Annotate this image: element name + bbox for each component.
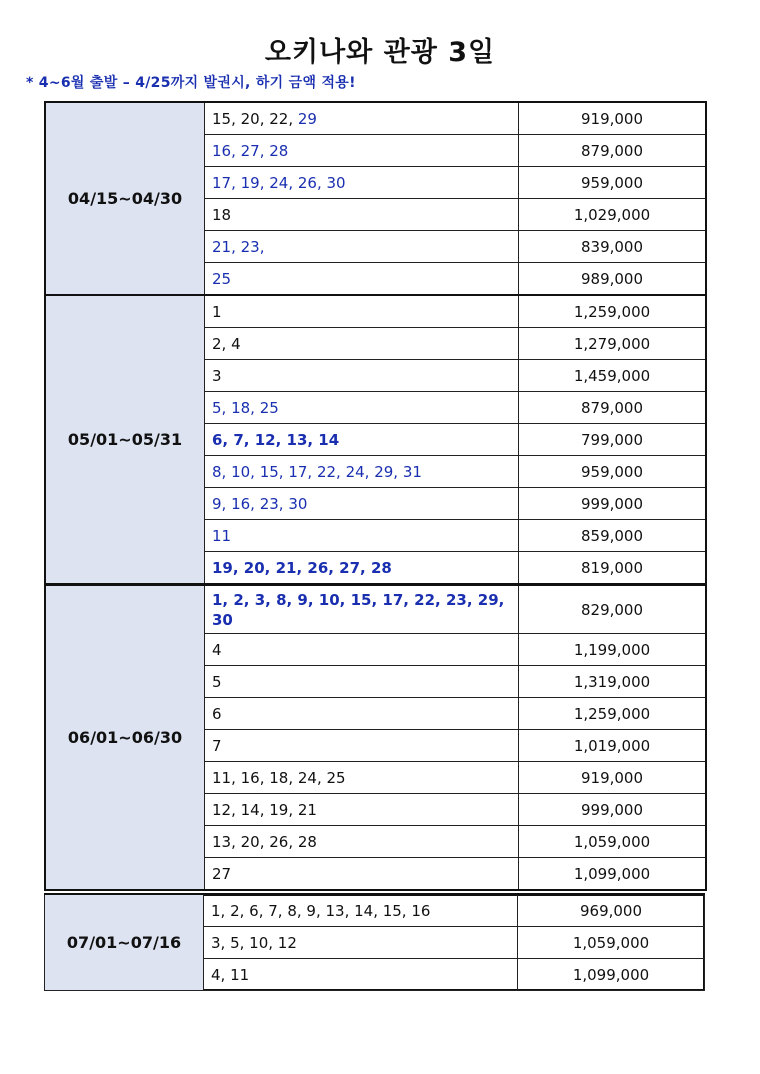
price-cell: 1,099,000 bbox=[518, 959, 705, 991]
dates-cell: 19, 20, 21, 26, 27, 28 bbox=[205, 552, 519, 585]
price-cell: 1,099,000 bbox=[519, 858, 707, 891]
price-cell: 919,000 bbox=[519, 762, 707, 794]
dates-cell: 9, 16, 23, 30 bbox=[205, 488, 519, 520]
price-cell: 1,199,000 bbox=[519, 634, 707, 666]
dates-cell: 2, 4 bbox=[205, 328, 519, 360]
period-cell: 05/01~05/31 bbox=[45, 295, 205, 584]
dates-cell: 5 bbox=[205, 666, 519, 698]
price-cell: 1,459,000 bbox=[519, 360, 707, 392]
dates-cell: 3, 5, 10, 12 bbox=[204, 927, 518, 959]
dates-cell: 11, 16, 18, 24, 25 bbox=[205, 762, 519, 794]
price-table-june bbox=[44, 584, 707, 891]
dates-cell: 27 bbox=[205, 858, 519, 891]
price-cell: 829,000 bbox=[519, 585, 707, 634]
price-table-july bbox=[44, 893, 705, 991]
price-cell: 1,029,000 bbox=[519, 199, 707, 231]
dates-cell: 6, 7, 12, 13, 14 bbox=[205, 424, 519, 456]
booking-notice: * 4~6월 출발 – 4/25까지 발권시, 하기 금액 적용! bbox=[26, 75, 356, 91]
price-table-april bbox=[44, 101, 707, 296]
dates-cell: 11 bbox=[205, 520, 519, 552]
price-cell: 959,000 bbox=[519, 167, 707, 199]
price-cell: 879,000 bbox=[519, 135, 707, 167]
price-cell: 1,059,000 bbox=[519, 826, 707, 858]
dates-text: 15, 20, 22, bbox=[212, 109, 298, 128]
dates-cell: 4, 11 bbox=[204, 959, 518, 991]
page-title: 오키나와 관광 3일 bbox=[264, 37, 496, 68]
table-row bbox=[45, 295, 706, 328]
dates-cell: 4 bbox=[205, 634, 519, 666]
period-cell: 06/01~06/30 bbox=[45, 585, 205, 890]
period-cell: 04/15~04/30 bbox=[45, 102, 205, 295]
dates-cell: 8, 10, 15, 17, 22, 24, 29, 31 bbox=[205, 456, 519, 488]
table-row bbox=[45, 585, 706, 634]
dates-cell bbox=[205, 102, 519, 135]
price-cell: 999,000 bbox=[519, 488, 707, 520]
price-cell: 919,000 bbox=[519, 102, 707, 135]
price-cell: 839,000 bbox=[519, 231, 707, 263]
price-cell: 1,319,000 bbox=[519, 666, 707, 698]
dates-cell: 21, 23, bbox=[205, 231, 519, 263]
dates-cell: 12, 14, 19, 21 bbox=[205, 794, 519, 826]
dates-cell: 17, 19, 24, 26, 30 bbox=[205, 167, 519, 199]
price-cell: 1,279,000 bbox=[519, 328, 707, 360]
price-cell: 1,059,000 bbox=[518, 927, 705, 959]
dates-cell: 18 bbox=[205, 199, 519, 231]
dates-cell: 25 bbox=[205, 263, 519, 296]
dates-cell: 1 bbox=[205, 295, 519, 328]
price-cell: 1,019,000 bbox=[519, 730, 707, 762]
dates-cell: 5, 18, 25 bbox=[205, 392, 519, 424]
dates-cell: 1, 2, 6, 7, 8, 9, 13, 14, 15, 16 bbox=[204, 894, 518, 927]
dates-text-highlight: 29 bbox=[297, 109, 317, 128]
dates-cell: 13, 20, 26, 28 bbox=[205, 826, 519, 858]
price-cell: 1,259,000 bbox=[519, 698, 707, 730]
price-cell: 1,259,000 bbox=[519, 295, 707, 328]
price-cell: 879,000 bbox=[519, 392, 707, 424]
dates-cell: 3 bbox=[205, 360, 519, 392]
price-cell: 799,000 bbox=[519, 424, 707, 456]
price-cell: 819,000 bbox=[519, 552, 707, 585]
period-cell: 07/01~07/16 bbox=[45, 894, 204, 991]
price-cell: 999,000 bbox=[519, 794, 707, 826]
price-cell: 969,000 bbox=[518, 894, 705, 927]
dates-cell: 1, 2, 3, 8, 9, 10, 15, 17, 22, 23, 29, 30 bbox=[205, 585, 519, 634]
dates-cell: 6 bbox=[205, 698, 519, 730]
dates-cell: 16, 27, 28 bbox=[205, 135, 519, 167]
dates-cell: 7 bbox=[205, 730, 519, 762]
price-cell: 859,000 bbox=[519, 520, 707, 552]
price-cell: 989,000 bbox=[519, 263, 707, 296]
price-table-may bbox=[44, 294, 707, 585]
table-row bbox=[45, 102, 706, 135]
price-cell: 959,000 bbox=[519, 456, 707, 488]
table-row bbox=[45, 894, 705, 927]
